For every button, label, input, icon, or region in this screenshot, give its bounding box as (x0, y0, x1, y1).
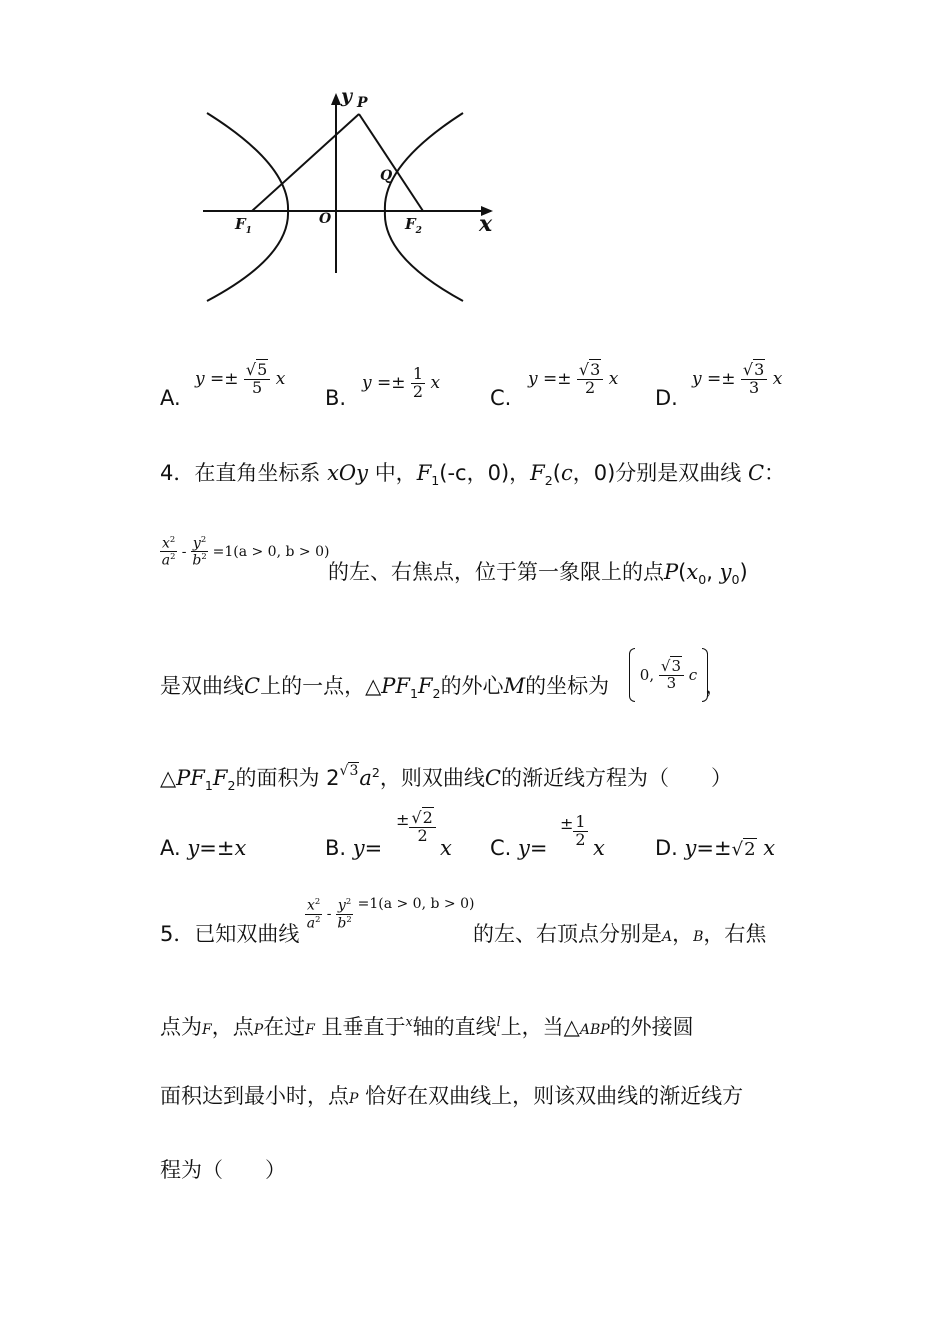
label-y: y (341, 85, 353, 107)
q5-line-2: 点为F，点P在过F 且垂直于$^x$轴的直线$^l$上，当△ABP的外接圆 (160, 1014, 694, 1039)
label-Q: Q (380, 168, 393, 184)
q5-line-4: 程为（ ） (160, 1158, 286, 1182)
q4-line-2: 的左、右焦点，位于第一象限上的点$P(x_0$, $y_0$) (328, 560, 748, 588)
q4-option-c-formula: ± $\frac{1}{2}$ (560, 812, 586, 849)
q4-circumcenter-coords: 0, $\frac{√3}{3}$ c (629, 648, 708, 704)
q4-option-c-var: x (593, 836, 605, 860)
q4-option-d[interactable]: D. y=±√2 x (655, 836, 776, 860)
hyperbola-figure (195, 85, 505, 310)
left-branch (207, 113, 288, 301)
q4-line-1: 4．在直角坐标系 xOy 中，$F_1(-c$，0)，$F_2(c$，0)分别是双曲线 C： (160, 461, 786, 489)
q3-option-a-formula: y =± $\frac{√5}{5}$ x (195, 360, 286, 397)
q5-line-3: 面积达到最小时，点P 恰好在双曲线上，则该双曲线的渐近线方 (160, 1084, 744, 1108)
label-F1: $F_1$ (235, 215, 252, 236)
q4-option-b[interactable]: B. y= (325, 836, 383, 860)
q4-option-b-var: x (440, 836, 452, 860)
q4-line-4: $\triangle PF_1F_2$的面积为 $2√3a^2$，则双曲线C的渐近线方程为（ ） (160, 763, 732, 794)
q4-hyperbola-equation: $\frac{x^2}{a^2}$ - $\frac{y^2}{b^2}$ =1(a > 0, b > 0) (161, 534, 330, 569)
q3-option-d[interactable]: D. (655, 386, 678, 410)
q5-line-1-start: 5．已知双曲线 (160, 922, 300, 946)
q3-option-d-formula: y =± $\frac{√3}{3}$ x (692, 360, 783, 397)
q4-line-3: 是双曲线C上的一点，$\triangle PF_1F_2$的外心M的坐标为 (160, 674, 610, 702)
label-O: O (319, 211, 332, 227)
q4-option-c[interactable]: C. y= (490, 836, 548, 860)
q5-hyperbola-equation: $\frac{x^2}{a^2}$ - $\frac{y^2}{b^2}$ =1(a > 0, b > 0) (306, 896, 475, 932)
label-P: P (357, 95, 368, 111)
q4-option-b-formula: ± $\frac{√2}{2}$ (396, 810, 436, 845)
q4-option-a[interactable]: A. y=±x (160, 836, 247, 860)
y-axis-arrow (331, 93, 341, 105)
q3-option-b[interactable]: B. (325, 386, 347, 410)
q3-option-b-formula: y =± $\frac{1}{2}$ x (362, 364, 441, 401)
label-x: x (479, 211, 493, 237)
segment-P-F2 (359, 114, 423, 211)
q5-line-1-end: 的左、右顶点分别是A，B，右焦 (473, 922, 767, 946)
q4-line-3-end: ， (705, 674, 726, 698)
q3-option-a[interactable]: A. (160, 386, 181, 410)
q3-option-c-formula: y =± $\frac{√3}{2}$ x (528, 360, 619, 397)
q3-option-c[interactable]: C. (490, 386, 512, 410)
label-F2: $F_2$ (405, 215, 422, 236)
right-branch (385, 113, 463, 301)
hyperbola-diagram (195, 85, 505, 310)
